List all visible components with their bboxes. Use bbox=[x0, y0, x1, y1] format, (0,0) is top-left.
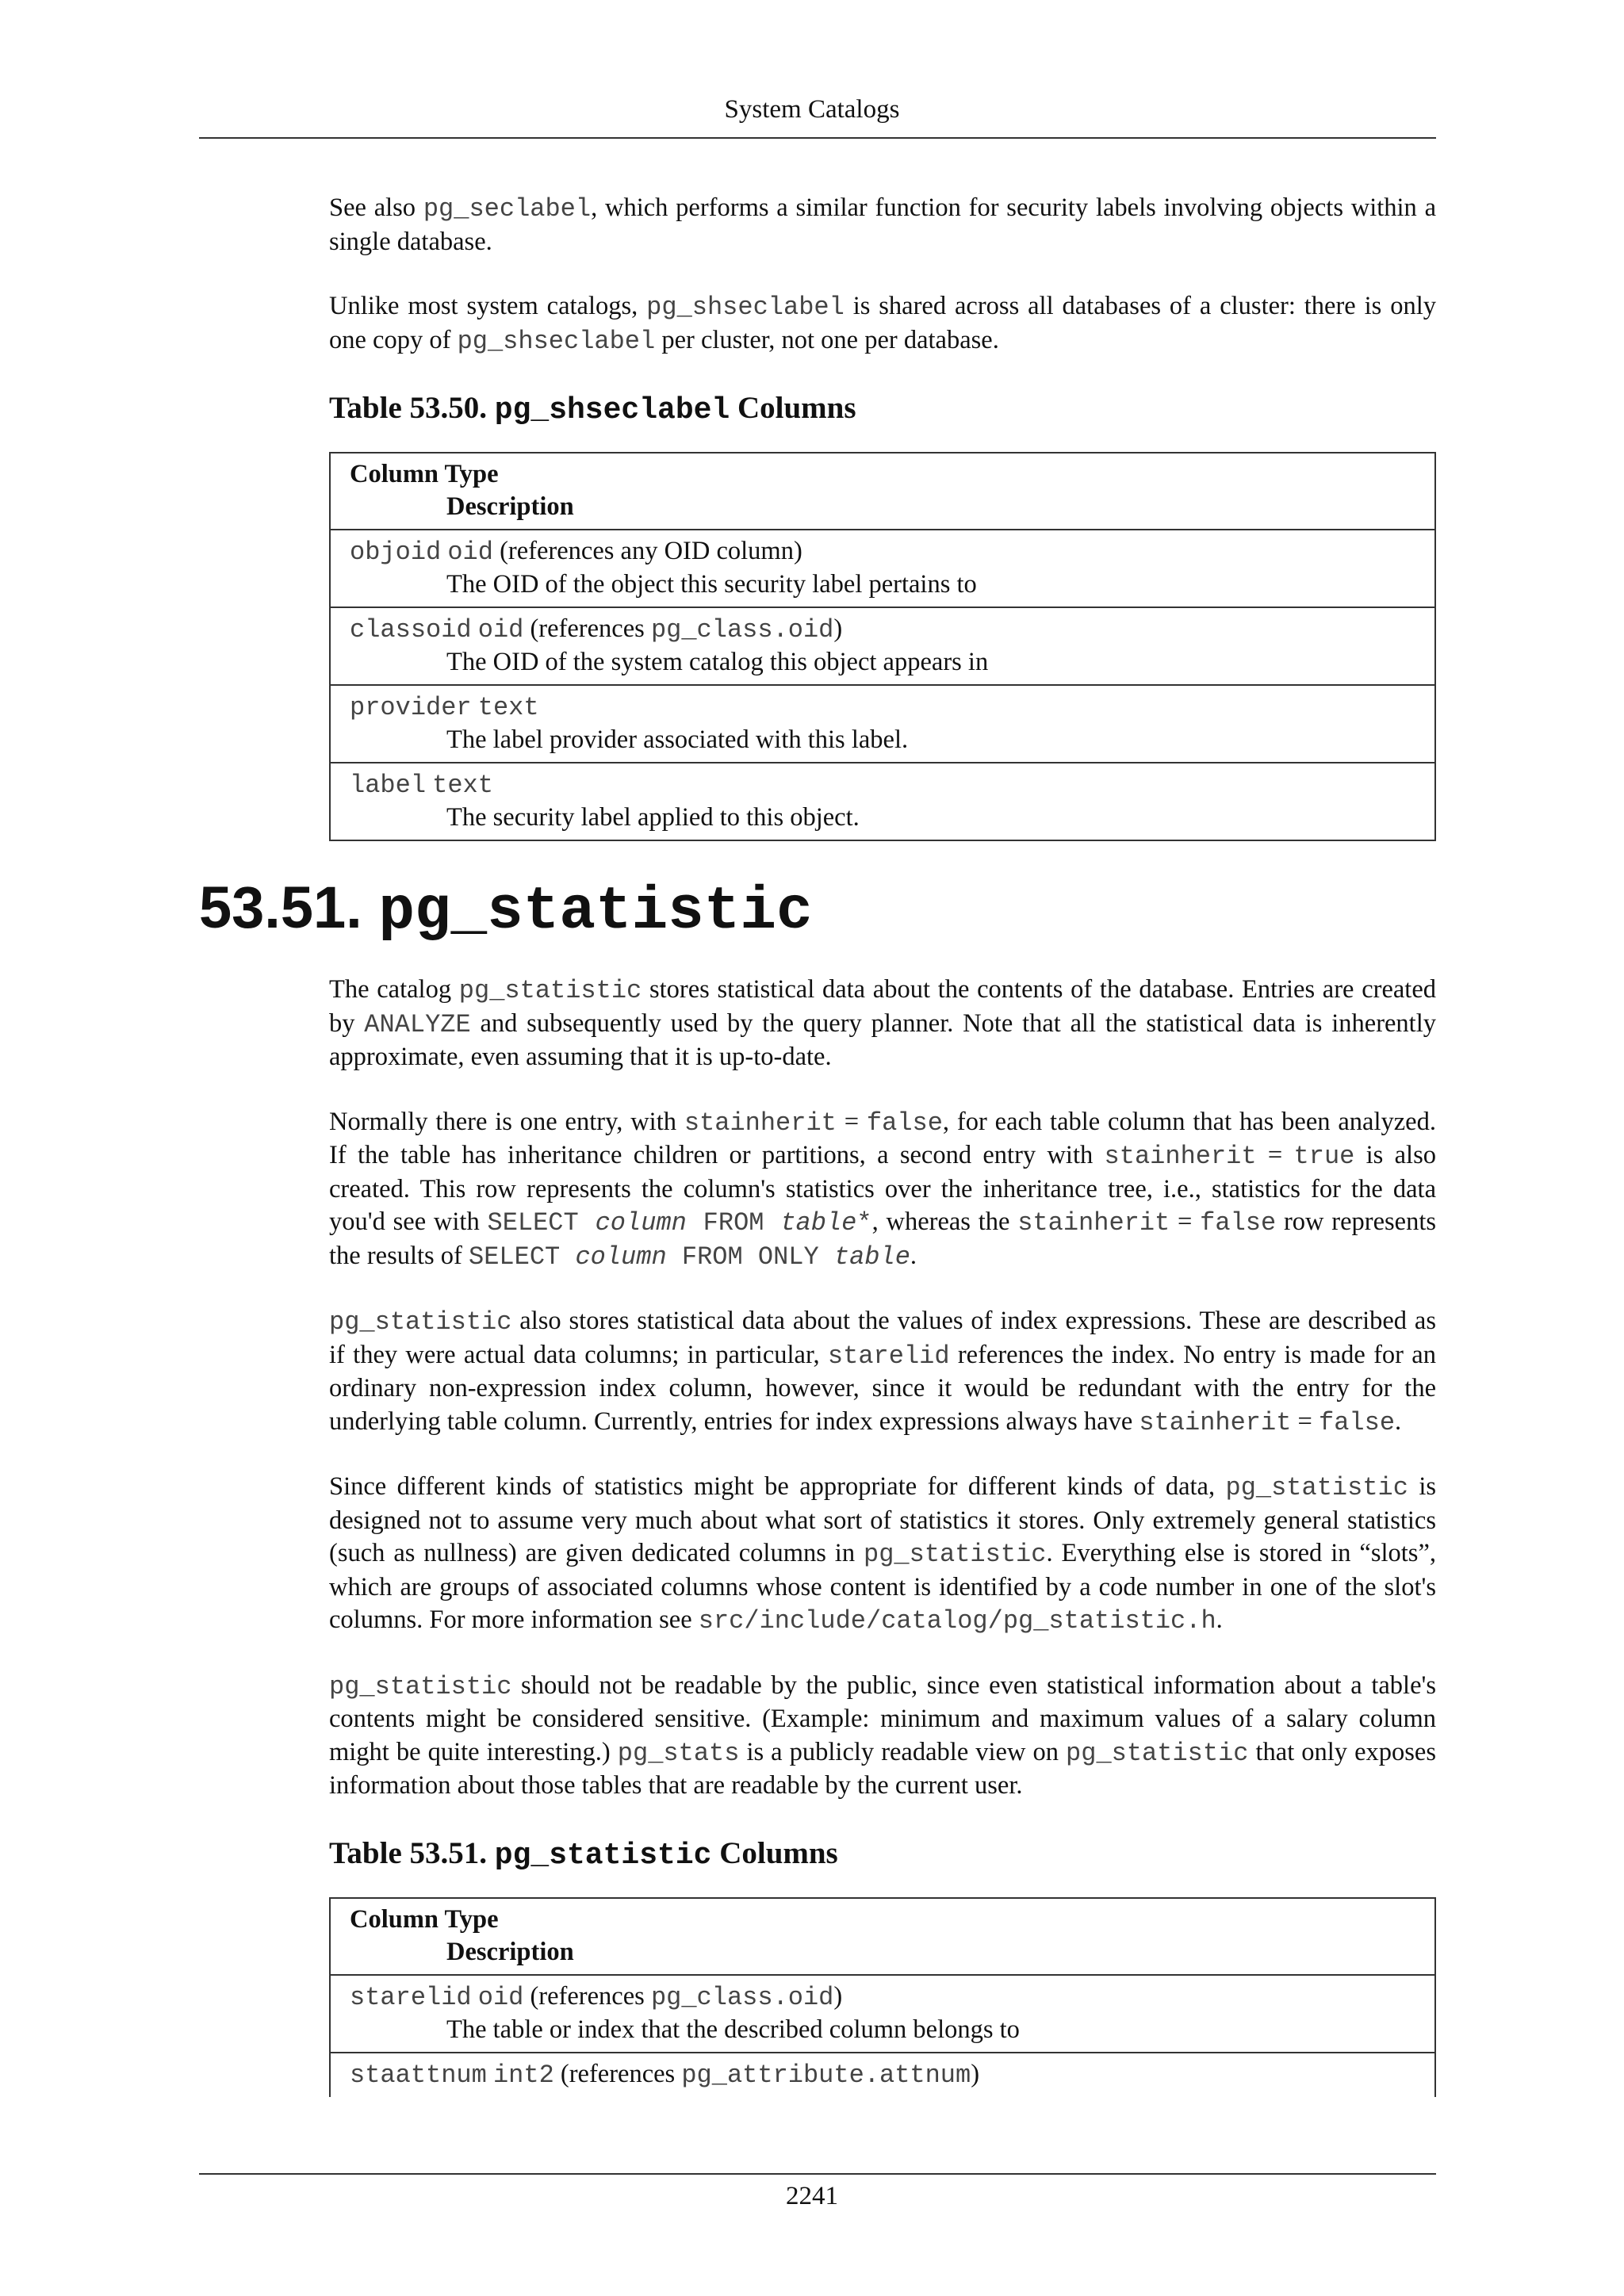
paragraph-readability: pg_statistic should not be readable by the public, since even statistical information about a table's contents might be considered sensitive. (Example: minimum and maximum values of a salary column might be quite interesting.) pg_stats is a publicly readable view on pg_statistic that only exposes information about those tables that are readable by the current user. bbox=[329, 1670, 1436, 1800]
footer-rule bbox=[199, 2173, 1436, 2175]
table-header-row: Column Type Description bbox=[330, 1898, 1435, 1975]
link-analyze[interactable]: ANALYZE bbox=[364, 1009, 471, 1039]
paragraph-slots: Since different kinds of statistics might be appropriate for different kinds of data, pg_statistic is designed not to assume very much about what sort of statistics it stores. Only extremely general statistics (such as nullness) are given dedicated columns in pg_statistic. Everything else is stored in “slots”, which are groups of associated columns whose content is identified by a code number in one of the slot's columns. For more information see src/include/catalog/pg_statistic.h. bbox=[329, 1472, 1436, 1636]
table-row: classoid oid (references pg_class.oid) The OID of the system catalog this object appears in bbox=[330, 607, 1435, 685]
section-intro bbox=[329, 192, 1436, 841]
running-head: System Catalogs bbox=[724, 95, 900, 124]
code-pg-seclabel[interactable]: pg_seclabel bbox=[423, 194, 592, 224]
table-row: objoid oid (references any OID column) The OID of the object this security label pertains to bbox=[330, 530, 1435, 607]
link-pg-stats[interactable]: pg_stats bbox=[617, 1738, 740, 1768]
paragraph-stainherit: Normally there is one entry, with stainherit = false, for each table column that has been analyzed. If the table has inheritance children or partitions, a second entry with stainherit = true is also created. This row represents the column's statistics over the inheritance tree, i.e., statistics for the data you'd see with SELECT column FROM table*, whereas the stainherit = false row represents the results of SELECT column FROM ONLY table. bbox=[329, 1107, 1437, 1272]
section-pg-statistic bbox=[329, 974, 1436, 2097]
table-statistic-columns bbox=[329, 1897, 1436, 2097]
link-pg-class-oid[interactable]: pg_class.oid bbox=[650, 615, 834, 645]
table-shseclabel-columns bbox=[329, 452, 1436, 841]
link-pg-attribute-attnum[interactable]: pg_attribute.attnum bbox=[681, 2060, 971, 2090]
paragraph-shared: Unlike most system catalogs, pg_shseclabel is shared across all databases of a cluster: there is only one copy of pg_shseclabel per cluster, not one per database. bbox=[329, 292, 1436, 356]
table-row: staattnum int2 (references pg_attribute.attnum) bbox=[330, 2053, 1435, 2097]
paragraph-index-expressions: pg_statistic also stores statistical data about the values of index expressions. These are described as if they were actual data columns; in particular, starelid references the index. No entry is made for an ordinary non-expression index column, however, since it would be redundant with the entry for the underlying table column. Currently, entries for index expressions always have stainherit = false. bbox=[329, 1307, 1436, 1437]
table-row: provider text The label provider associated with this label. bbox=[330, 685, 1435, 763]
link-pg-class-oid[interactable]: pg_class.oid bbox=[650, 1982, 834, 2012]
section-heading: 53.51. pg_statistic bbox=[199, 874, 813, 946]
paragraph-see-also: See also pg_seclabel, which performs a similar function for security labels involving objects within a single database. bbox=[329, 193, 1437, 256]
table-header-row: Column Type Description bbox=[330, 453, 1435, 530]
table-title-statistic: Table 53.51. pg_statistic Columns bbox=[329, 1835, 838, 1873]
page-number: 2241 bbox=[786, 2182, 838, 2210]
table-row: label text The security label applied to this object. bbox=[330, 763, 1435, 840]
table-row: starelid oid (references pg_class.oid) The table or index that the described column belongs to bbox=[330, 1975, 1435, 2053]
header-rule bbox=[199, 137, 1436, 139]
table-title-shseclabel: Table 53.50. pg_shseclabel Columns bbox=[329, 391, 856, 427]
paragraph-catalog: The catalog pg_statistic stores statistical data about the contents of the database. Entries are created by ANALYZE and subsequently used by the query planner. Note that all the statistical data is inherently approximate, even assuming that it is up-to-date. bbox=[329, 975, 1436, 1071]
